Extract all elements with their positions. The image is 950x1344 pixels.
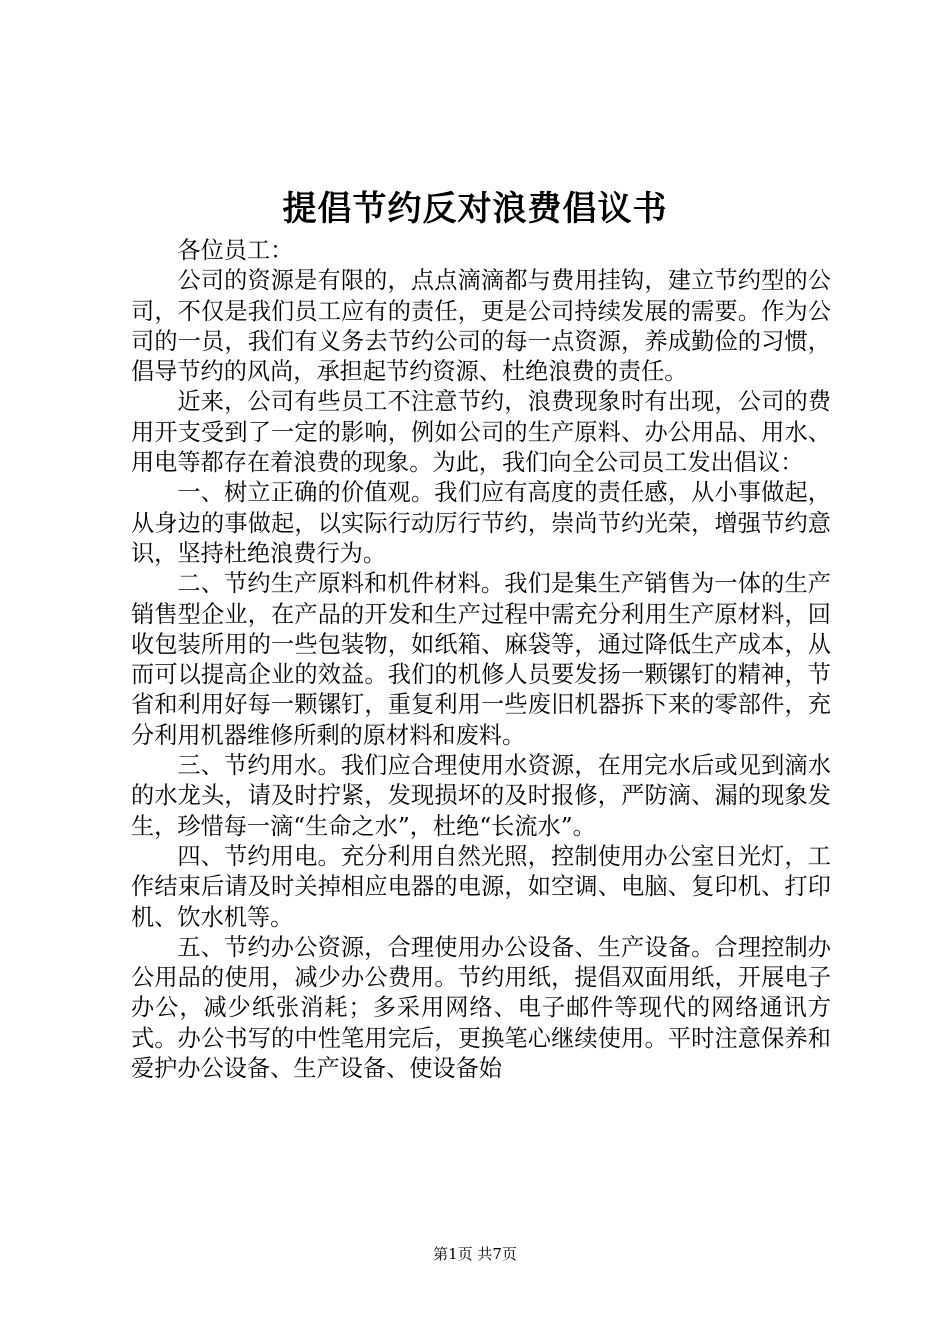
paragraph-intro: 公司的资源是有限的，点点滴滴都与费用挂钩，建立节约型的公司，不仅是我们员工应有的责任，更是公司持续发展的需要。作为公司的一员，我们有义务去节约公司的每一点资源，养成勤俭的习惯，倡导节约的风尚，承担起节约资源、杜绝浪费的责任。 (131, 267, 831, 386)
paragraph-item-4: 四、节约用电。充分利用自然光照，控制使用办公室日光灯，工作结束后请及时关掉相应电器的电源，如空调、电脑、复印机、打印机、饮水机等。 (131, 842, 831, 931)
document-body (131, 236, 831, 1084)
salutation: 各位员工： (177, 237, 294, 264)
paragraph-item-3: 三、节约用水。我们应合理使用水资源，在用完水后或见到滴水的水龙头，请及时拧紧，发现损坏的及时报修，严防滴、漏的现象发生，珍惜每一滴“生命之水”，杜绝“长流水”。 (131, 752, 831, 840)
paragraph-item-5: 五、节约办公资源，合理使用办公设备、生产设备。合理控制办公用品的使用，减少办公费用。节约用纸，提倡双面用纸，开展电子办公，减少纸张消耗；多采用网络、电子邮件等现代的网络通讯方式。办公书写的中性笔用完后，更换笔心继续使用。平时注意保养和爱护办公设备、生产设备、使设备始 (131, 933, 831, 1083)
document-title: 提倡节约反对浪费倡议书 (282, 189, 668, 229)
paragraph-background: 近来，公司有些员工不注意节约，浪费现象时有出现，公司的费用开支受到了一定的影响，例如公司的生产原料、办公用品、用水、用电等都存在着浪费的现象。为此，我们向全公司员工发出倡议： (131, 388, 831, 477)
paragraph-item-1: 一、树立正确的价值观。我们应有高度的责任感，从小事做起，从身边的事做起，以实际行动厉行节约，崇尚节约光荣，增强节约意识，坚持杜绝浪费行为。 (131, 479, 831, 567)
paragraph-item-2: 二、节约生产原料和机件材料。我们是集生产销售为一体的生产销售型企业，在产品的开发和生产过程中需充分利用生产原材料，回收包装所用的一些包装物，如纸箱、麻袋等，通过降低生产成本，从而可以提高企业的效益。我们的机修人员要发扬一颗镙钉的精神，节省和利用好每一颗镙钉，重复利用一些废旧机器拆下来的零部件，充分利用机器维修所剩的原材料和废料。 (131, 570, 831, 749)
page-footer: 第1页 共7页 (433, 1245, 517, 1263)
